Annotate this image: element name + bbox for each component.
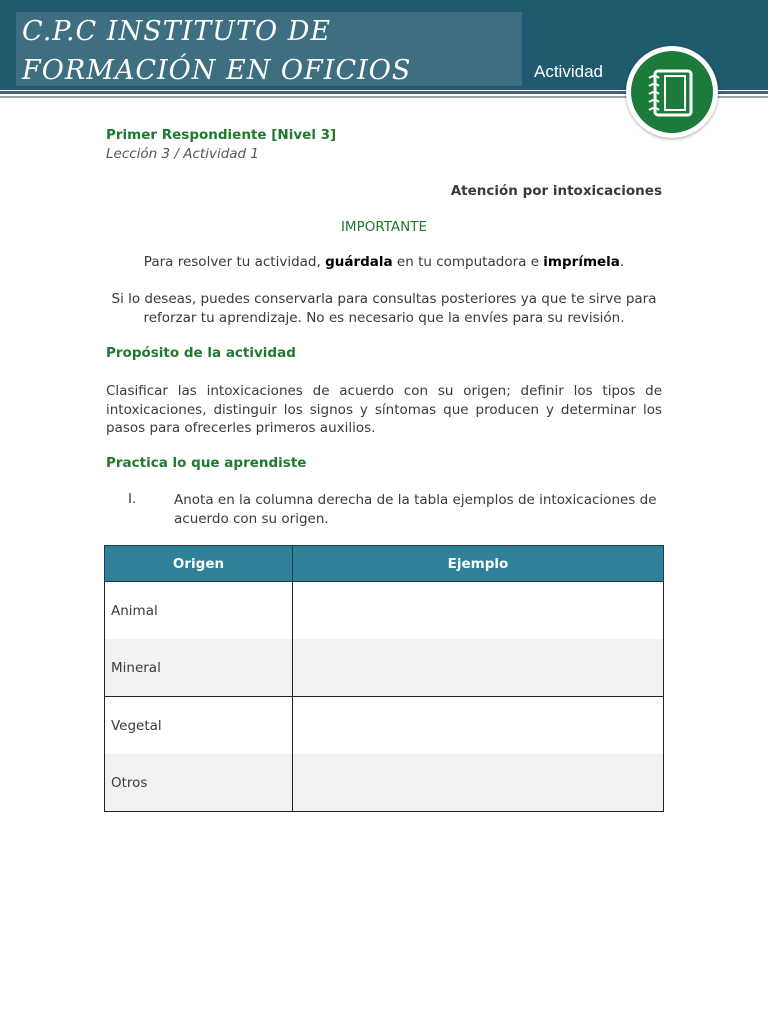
purpose-heading: Propósito de la actividad (106, 345, 296, 361)
instruction-text: en tu computadora e (392, 254, 544, 270)
example-cell[interactable] (293, 754, 664, 812)
table-row (105, 639, 664, 697)
instruction-text: . (619, 254, 625, 270)
origin-cell: Otros (105, 754, 293, 812)
column-header-origin: Origen (105, 546, 293, 582)
example-cell[interactable] (293, 582, 664, 640)
instruction-emphasis-save: guárdala (325, 254, 393, 270)
table-row (105, 582, 664, 640)
instruction-emphasis-print: imprímela (543, 254, 620, 270)
list-item-text: Anota en la columna derecha de la tabla ejemplos de intoxicaciones de acuerdo con su origen. (174, 492, 657, 527)
table-row (105, 754, 664, 812)
topic-title: Atención por intoxicaciones (450, 183, 662, 199)
instruction-line-1 (106, 254, 662, 270)
example-cell[interactable] (293, 697, 664, 755)
course-title: Primer Respondiente [Nivel 3] (106, 127, 337, 143)
origin-cell: Animal (105, 582, 293, 640)
lesson-subtitle: Lección 3 / Actividad 1 (106, 146, 259, 162)
institute-title (22, 12, 522, 90)
activity-badge-circle (631, 51, 713, 133)
origin-table (104, 545, 664, 812)
institute-title-line2: FORMACIÓN EN OFICIOS (22, 55, 412, 86)
table-row (105, 697, 664, 755)
purpose-text: Clasificar las intoxicaciones de acuerdo con su origen; definir los tipos de intoxicaciones, distinguir los signos y síntomas que producen y determinar los pasos para ofrecerles primeros auxilios. (106, 383, 662, 436)
practice-heading: Practica lo que aprendiste (106, 455, 307, 471)
table-header-row (105, 546, 664, 582)
instruction-text: Para resolver tu actividad, (143, 254, 326, 270)
instruction-line-2: Si lo deseas, puedes conservarla para consultas posteriores ya que te sirve para reforzar tu aprendizaje. No es necesario que la envíes para su revisión. (111, 291, 657, 326)
activity-badge (626, 46, 718, 138)
origin-cell: Vegetal (105, 697, 293, 755)
column-header-example: Ejemplo (293, 546, 664, 582)
list-item-number: I. (128, 491, 137, 507)
important-heading: IMPORTANTE (340, 219, 428, 235)
notebook-icon (631, 51, 713, 133)
activity-label: Actividad (534, 62, 603, 81)
institute-title-line1: C.P.C INSTITUTO DE (22, 16, 332, 47)
example-cell[interactable] (293, 639, 664, 697)
origin-cell: Mineral (105, 639, 293, 697)
